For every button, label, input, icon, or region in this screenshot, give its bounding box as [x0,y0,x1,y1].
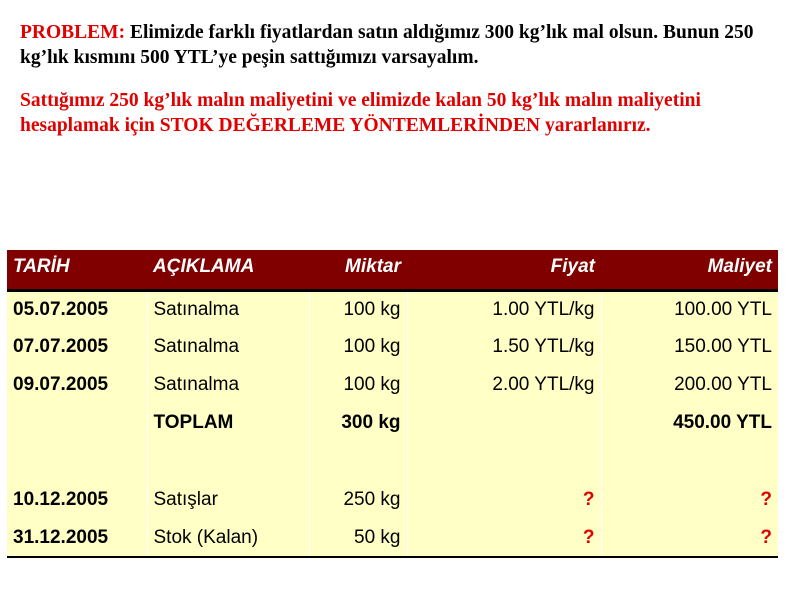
total-label: TOPLAM [147,404,309,442]
cell-empty [309,442,407,481]
cell-price: 2.00 YTL/kg [407,366,601,404]
table-row [7,366,778,404]
cell-quantity: 100 kg [309,366,407,404]
header-price: Fiyat [407,250,601,290]
cell-quantity: 100 kg [309,290,407,328]
explanation-text: Sattığımız 250 kg’lık malın maliyetini ve elimizde kalan 50 kg’lık malın maliyetini hesaplamak için STOK DEĞERLEME YÖNTEMLERİNDEN yararlanırız. [20,90,701,136]
cell-quantity: 100 kg [309,328,407,366]
cell-description: Satınalma [147,366,309,404]
cell-cost-unknown: ? [601,519,778,557]
header-description: AÇIKLAMA [147,250,309,290]
table-header-row [7,250,778,290]
cell-cost-unknown: ? [601,481,778,519]
cell-cost: 150.00 YTL [601,328,778,366]
cell-date: 31.12.2005 [7,519,147,557]
table-row [7,290,778,328]
cell-quantity: 50 kg [309,519,407,557]
cell-quantity: 250 kg [309,481,407,519]
cell-description: Satınalma [147,328,309,366]
cell-description: Satışlar [147,481,309,519]
cell-price-unknown: ? [407,481,601,519]
cell-cost: 200.00 YTL [601,366,778,404]
problem-text: Elimizde farklı fiyatlardan satın aldığımız 300 kg’lık mal olsun. Bunun 250 kg’lık kısmını 500 YTL’ye peşin sattığımızı varsayalım. [20,22,754,68]
cell-description: Stok (Kalan) [147,519,309,557]
cell-date: 09.07.2005 [7,366,147,404]
cell-cost: 100.00 YTL [601,290,778,328]
stock-table [7,250,778,558]
cell-price: 1.00 YTL/kg [407,290,601,328]
cell-empty [601,442,778,481]
cell-price: 1.50 YTL/kg [407,328,601,366]
cell-date: 10.12.2005 [7,481,147,519]
cell-description: Satınalma [147,290,309,328]
cell-empty [147,442,309,481]
stock-row [7,519,778,557]
cell-empty [407,442,601,481]
problem-statement [20,20,780,70]
cell-empty [7,442,147,481]
cell-empty [407,404,601,442]
sales-row [7,481,778,519]
cell-date: 07.07.2005 [7,328,147,366]
spacer-row [7,442,778,481]
cell-date: 05.07.2005 [7,290,147,328]
header-quantity: Miktar [309,250,407,290]
header-cost: Maliyet [601,250,778,290]
cell-empty [7,404,147,442]
header-date: TARİH [7,250,147,290]
problem-label: PROBLEM: [20,22,126,43]
total-quantity: 300 kg [309,404,407,442]
table-row [7,328,778,366]
total-cost: 450.00 YTL [601,404,778,442]
total-row [7,404,778,442]
cell-price-unknown: ? [407,519,601,557]
